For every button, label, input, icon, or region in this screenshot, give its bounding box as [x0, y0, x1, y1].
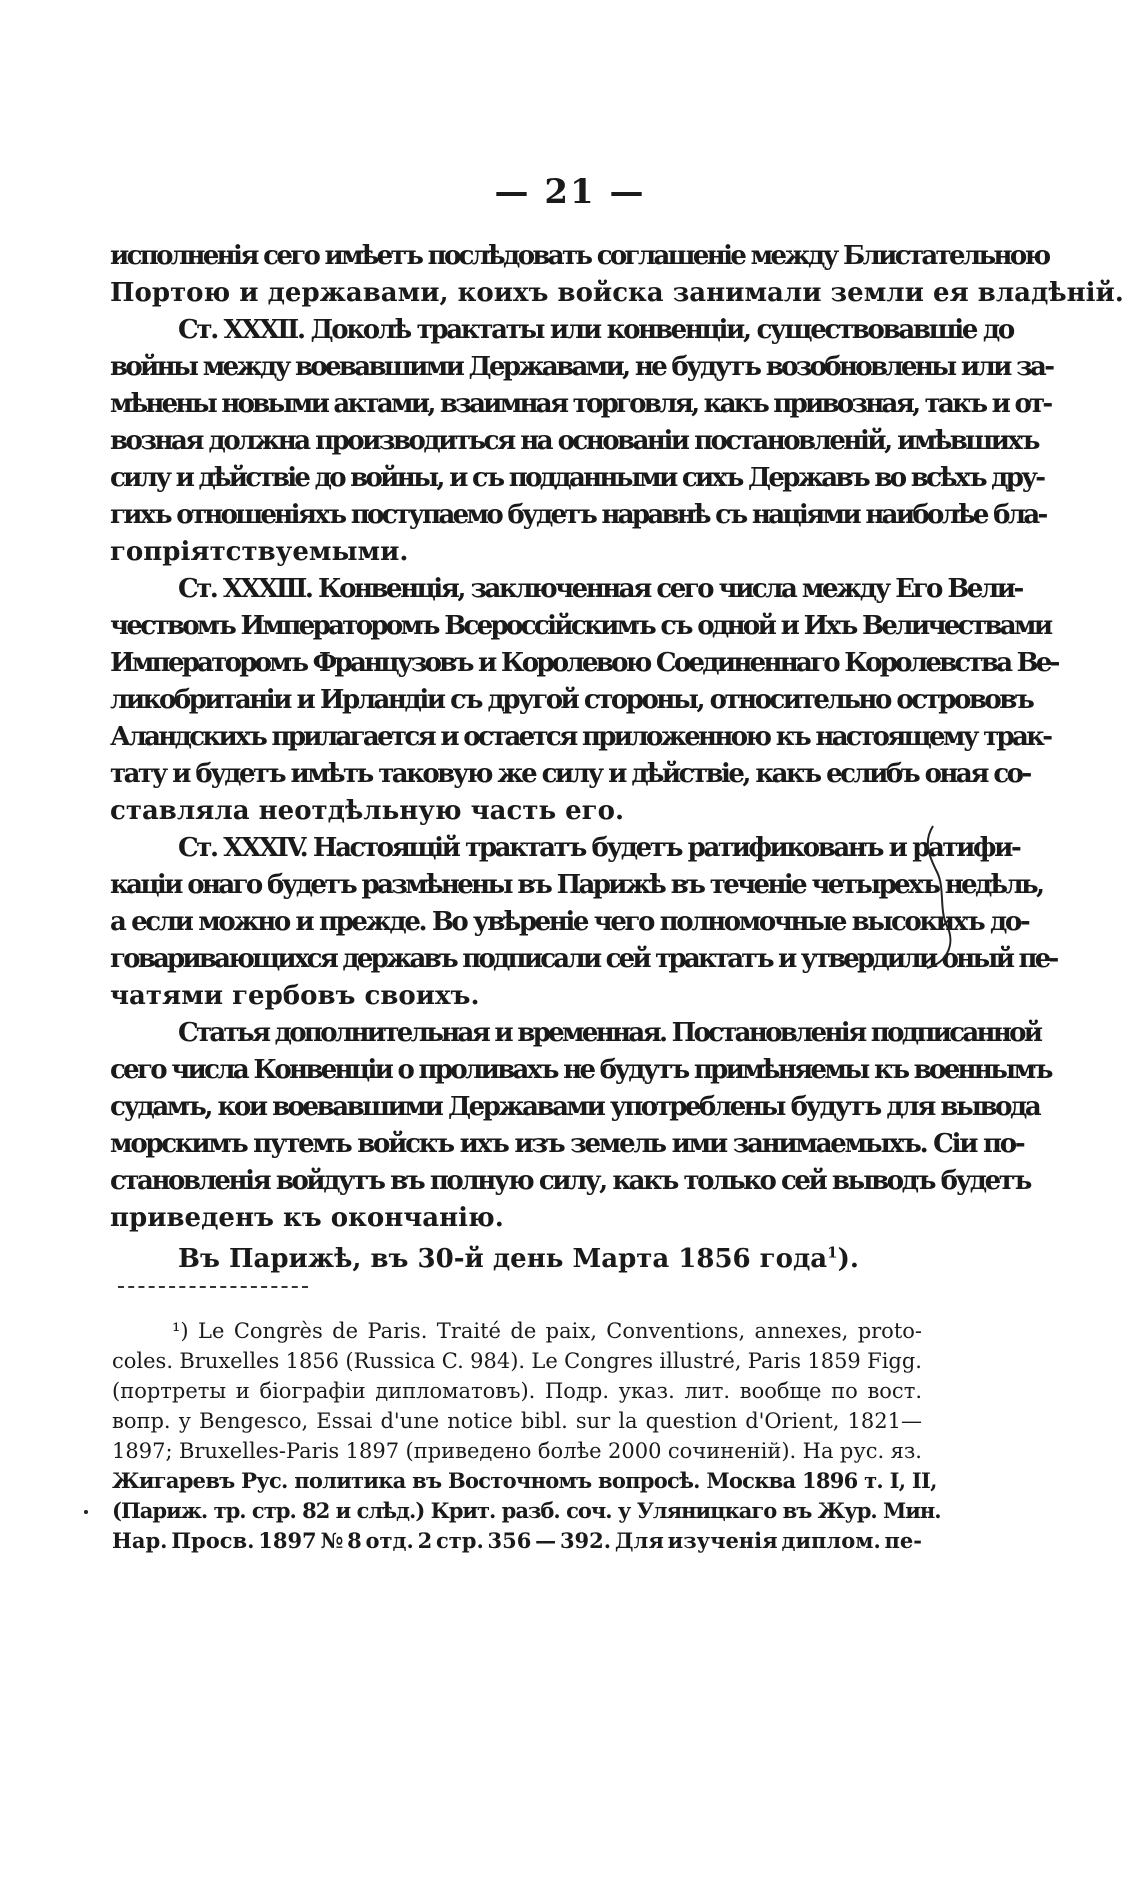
footnote-line: вопр. у Bengesco, Essai d'une notice bibl. sur la question d'Orient, 1821— — [112, 1409, 922, 1433]
text-line: тату и будетъ имѣть таковую же силу и дѣйствіе, какъ еслибъ оная со- — [110, 759, 1030, 789]
article-32-heading-line: Ст. XXXII. Доколѣ трактаты или конвенціи, существовавшіе до — [178, 315, 1013, 345]
signature-line — [110, 1241, 925, 1278]
additional-article-heading-line: Статья дополнительная и временная. Постановленія подписанной — [178, 1018, 1041, 1048]
footnote-line: 1897; Bruxelles-Paris 1897 (приведено болѣе 2000 сочиненій). На рус. яз. — [112, 1439, 922, 1463]
text-line: чествомъ Императоромъ Всероссійскимъ съ одной и Ихъ Величествами — [110, 611, 1051, 641]
text-line: чатями гербовъ своихъ. — [110, 981, 480, 1011]
footnote-line: (Париж. тр. стр. 82 и слѣд.) Крит. разб. соч. у Уляницкаго въ Жур. Мин. — [112, 1498, 941, 1523]
page-number: — 21 — — [494, 172, 646, 212]
text-line: Аландскихъ прилагается и остается приложенною къ настоящему трак- — [110, 722, 1051, 752]
footnote-line: coles. Bruxelles 1856 (Russica C. 984). Le Congres illustré, Paris 1859 Figg. — [112, 1349, 922, 1373]
footnotes — [112, 1316, 941, 1556]
text-line: каціи онаго будетъ размѣнены въ Парижѣ въ теченіе четырехъ недѣль, — [110, 870, 1043, 900]
footnote-marker: 1 — [827, 1243, 838, 1262]
text-line: силу и дѣйствіе до войны, и съ подданными сихъ Державъ во всѣхъ дру- — [110, 463, 1044, 493]
treaty-text — [110, 238, 1124, 1278]
text-line: возная должна производиться на основаніи постановленій, имѣвшихъ — [110, 426, 1038, 456]
text-line: говаривающихся державъ подписали сей трактатъ и утвердили оный пе- — [110, 944, 1057, 974]
text-line: исполненія сего имѣетъ послѣдовать соглашеніе между Блистательною — [110, 241, 1049, 271]
footnote-separator — [118, 1286, 308, 1288]
article-33-heading-line: Ст. XXXIII. Конвенція, заключенная сего числа между Его Вели- — [178, 574, 1022, 604]
signature-end: ). — [837, 1244, 859, 1274]
text-line: Императоромъ Французовъ и Королевою Соединеннаго Королевства Ве- — [110, 648, 1058, 678]
text-line: приведенъ къ окончанію. — [110, 1203, 504, 1233]
footnote-line: (портреты и біографіи дипломатовъ). Подр. указ. лит. вообще по вост. — [112, 1379, 922, 1403]
text-line: Портою и державами, коихъ войска занимали земли ея владѣній. — [110, 278, 1124, 308]
text-line: войны между воевавшими Державами, не будутъ возобновлены или за- — [110, 352, 1053, 382]
text-line: а если можно и прежде. Во увѣреніе чего полномочные высокихъ до- — [110, 907, 1029, 937]
signature-text: Въ Парижѣ, въ 30-й день Марта 1856 года — [178, 1244, 828, 1274]
footnote-line: ¹) Le Congrès de Paris. Traité de paix, Conventions, annexes, proto- — [172, 1319, 922, 1343]
text-line: сего числа Конвенціи о проливахъ не будутъ примѣняемы къ военнымъ — [110, 1055, 1051, 1085]
text-line: ликобританіи и Ирландіи съ другой стороны, относительно острововъ — [110, 685, 1033, 715]
text-line: становленія войдутъ въ полную силу, какъ только сей выводъ будетъ — [110, 1166, 1030, 1196]
text-line: ставляла неотдѣльную часть его. — [110, 796, 625, 826]
margin-bracket-mark — [925, 822, 965, 972]
footnote-line: Жигаревъ Рус. политика въ Восточномъ вопросѣ. Москва 1896 т. I, II, — [112, 1468, 937, 1493]
article-34-heading-line: Ст. XXXIV. Настоящій трактатъ будетъ ратификованъ и ратифи- — [178, 833, 1020, 863]
footnote-line: Нар. Просв. 1897 № 8 отд. 2 стр. 356 — 392. Для изученія диплом. пе- — [112, 1528, 922, 1553]
text-line: гихъ отношеніяхъ поступаемо будетъ наравнѣ съ націями наиболѣе бла- — [110, 500, 1046, 530]
text-line: морскимъ путемъ войскъ ихъ изъ земель ими занимаемыхъ. Сіи по- — [110, 1129, 1024, 1159]
text-line: гопріятствуемыми. — [110, 537, 409, 567]
text-line: мѣнены новыми актами, взаимная торговля, какъ привозная, такъ и от- — [110, 389, 1051, 419]
margin-dot-mark — [84, 1510, 88, 1514]
text-line: судамъ, кои воевавшими Державами употреблены будутъ для вывода — [110, 1092, 1040, 1122]
